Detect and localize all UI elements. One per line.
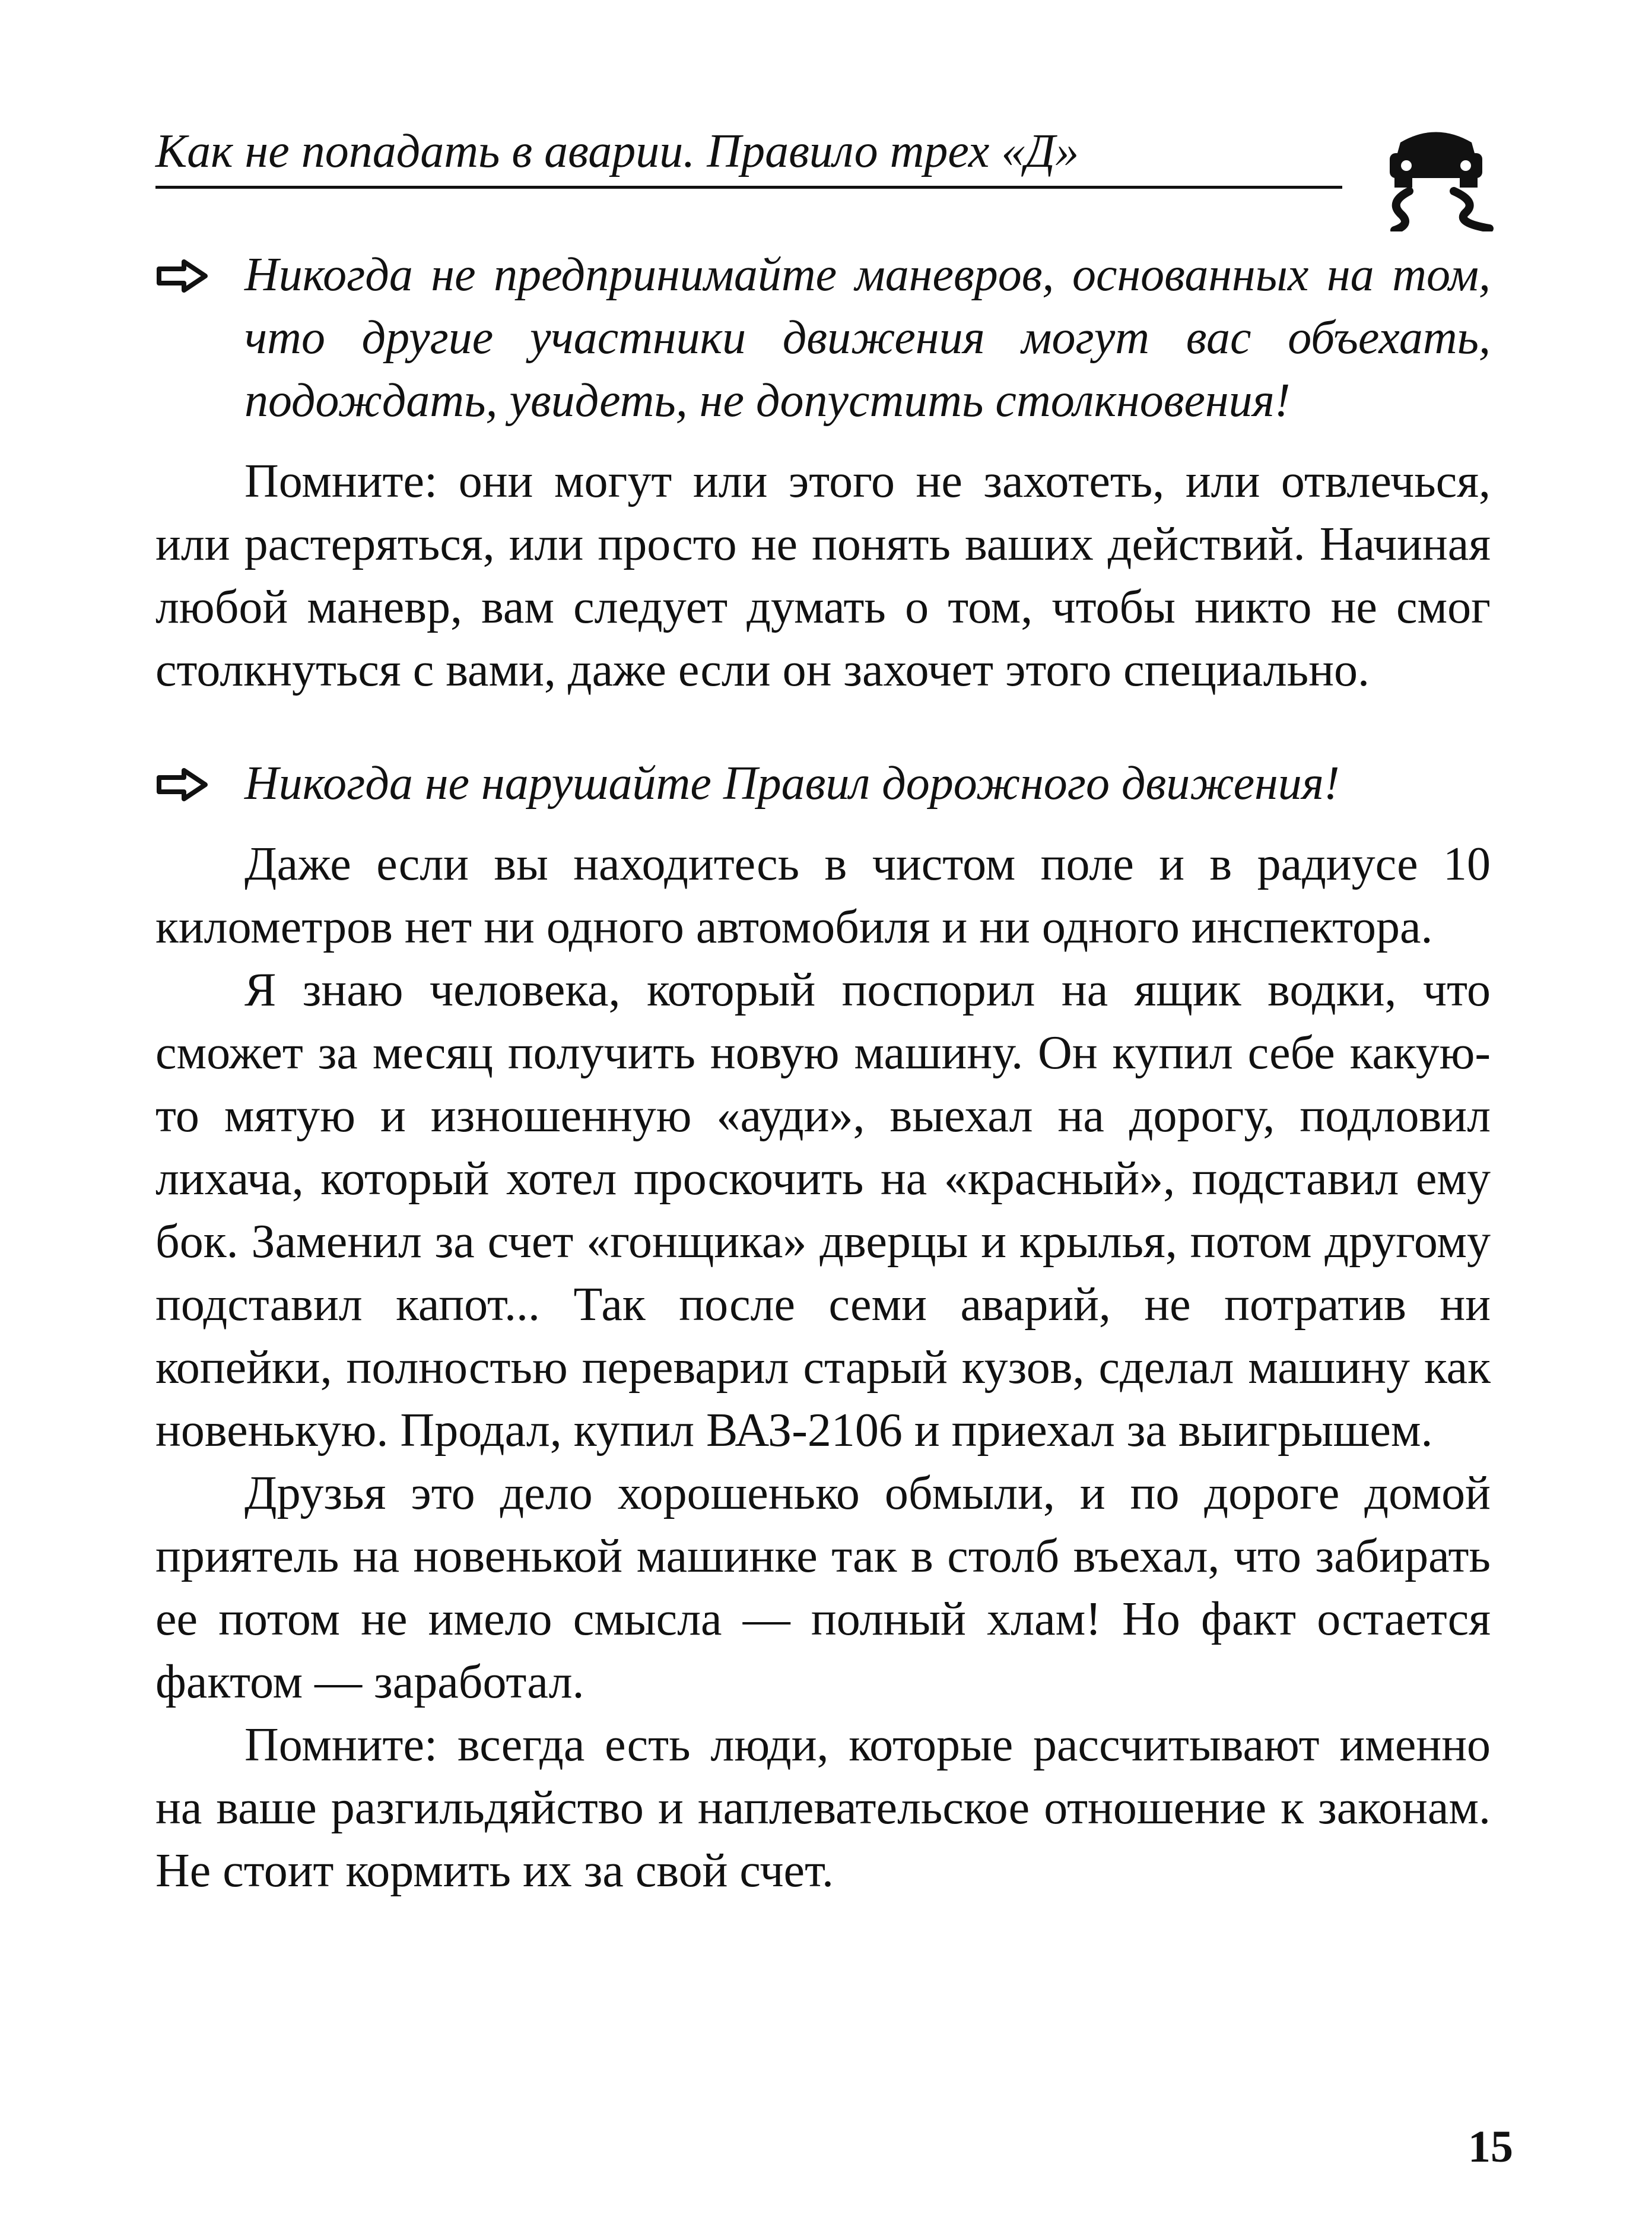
- rule-item: [155, 243, 1491, 432]
- paragraph: Помните: они могут или этого не захотеть, или отвлечься, или растеряться, или просто не понять ваших действий. Начиная любой маневр, вам следует думать о том, чтобы никто не смог столкнуться с вами, даже если он захочет этого специально.: [155, 455, 1491, 696]
- arrow-bullet-icon: [155, 258, 209, 294]
- paragraph: Друзья это дело хорошенько обмыли, и по дороге домой приятель на новенькой машинке так в столб въехал, что забирать ее потом не имело смысла — полный хлам! Но факт остается фактом — заработал.: [155, 1467, 1491, 1708]
- rule-text: Никогда не предпринимайте маневров, основанных на том, что другие участники движения могут вас объехать, подождать, увидеть, не допустить столкновения!: [244, 249, 1491, 427]
- paragraph: Я знаю человека, который поспорил на ящик водки, что сможет за месяц получить новую машину. Он купил себе какую-то мятую и изношенную «ауди», выехал на дорогу, подловил лихача, который хотел проскочить на «красный», подставил ему бок. Заменил за счет «гонщика» дверцы и крылья, потом другому подставил капот... Так после семи аварий, не потратив ни копейки, полностью переварил старый кузов, сделал машину как новенькую. Продал, купил ВАЗ-2106 и приехал за выигрышем.: [155, 964, 1491, 1457]
- paragraph: Даже если вы находитесь в чистом поле и в радиусе 10 километров нет ни одного автомобиля и ни одного инспектора.: [155, 838, 1491, 953]
- arrow-bullet-icon: [155, 767, 209, 802]
- rule-text: Никогда не нарушайте Правил дорожного движения!: [244, 757, 1340, 810]
- rule-item: [155, 752, 1491, 815]
- paragraph: Помните: всегда есть люди, которые рассчитывают именно на ваше разгильдяйство и наплевательское отношение к законам. Не стоит кормить их за свой счет.: [155, 1719, 1491, 1897]
- page-number: 15: [1468, 2122, 1513, 2172]
- running-header: Как не попадать в аварии. Правило трех «Д»: [155, 125, 1079, 177]
- car-skid-icon: [1377, 125, 1495, 231]
- page-content: [155, 243, 1491, 1902]
- header-rule: [155, 186, 1342, 189]
